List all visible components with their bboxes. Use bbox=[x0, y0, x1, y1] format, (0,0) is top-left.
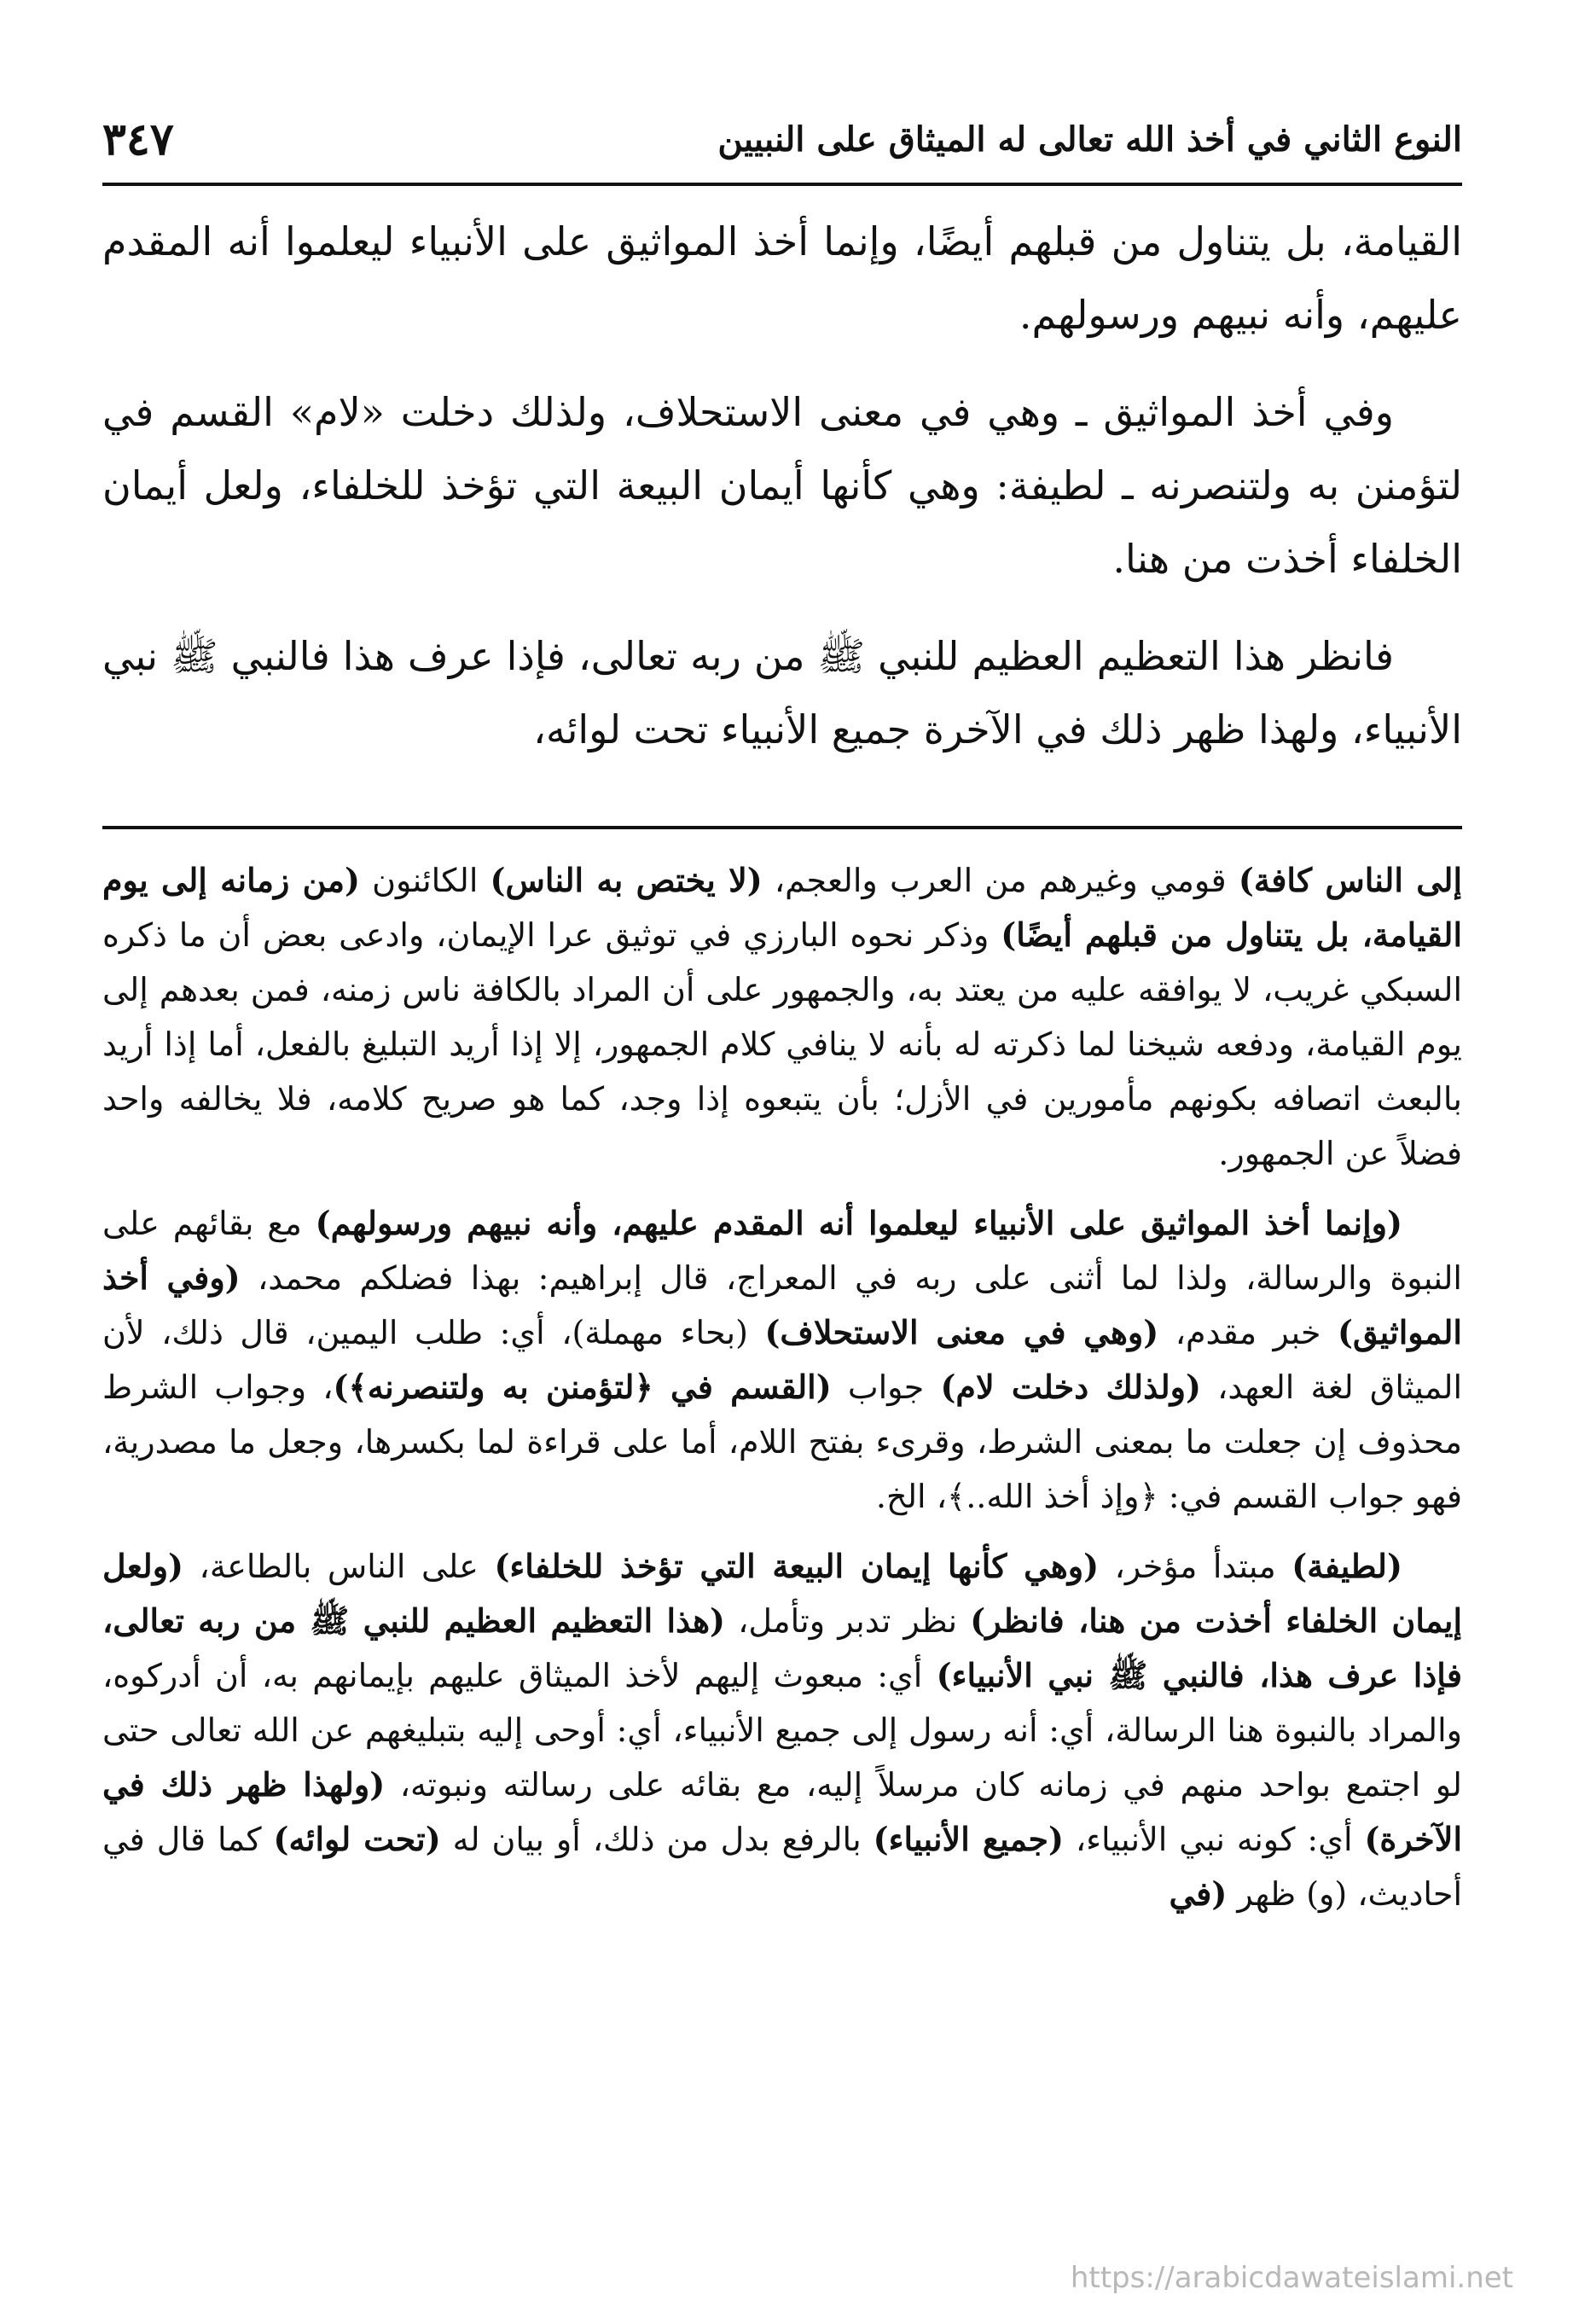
main-paragraph: فانظر هذا التعظيم العظيم للنبي ﷺ من ربه تعالى، فإذا عرف هذا فالنبي ﷺ نبي الأنبياء، ولهذا ظهر ذلك في الآخرة جميع الأنبياء تحت لوائه، bbox=[102, 633, 1462, 752]
commentary-text: مبتدأ مؤخر، bbox=[1099, 1548, 1292, 1585]
quoted-text: (لا يختص به الناس) bbox=[490, 861, 763, 899]
commentary-text: نظر تدبر وتأمل، bbox=[725, 1602, 971, 1640]
commentary-text: أي: كونه نبي الأنبياء، bbox=[1063, 1821, 1365, 1858]
commentary-paragraph bbox=[102, 1539, 1462, 1921]
commentary-text: جواب bbox=[831, 1368, 941, 1406]
quoted-text: (لطيفة) bbox=[1291, 1547, 1402, 1585]
quoted-text: (جميع الأنبياء) bbox=[873, 1820, 1064, 1858]
header-rule bbox=[102, 183, 1462, 186]
quoted-text: (من زمانه إلى يوم القيامة، بل يتناول من قبلهم أيضًا) bbox=[102, 861, 1462, 954]
commentary-text: مع بقائهم على النبوة والرسالة، ولذا لما أثنى على ربه في المعراج، قال إبراهيم: بهذا فضلكم محمد، bbox=[102, 1205, 1462, 1297]
commentary bbox=[102, 853, 1462, 1937]
main-paragraph: القيامة، بل يتناول من قبلهم أيضًا، وإنما أخذ المواثيق على الأنبياء ليعلموا أنه المقدم عليهم، وأنه نبيهم ورسولهم. bbox=[102, 218, 1462, 338]
commentary-text: أي: مبعوث إليهم لأخذ الميثاق عليهم بإيمانهم به، أن أدركوه، والمراد بالنبوة هنا الرسالة، أي: أنه رسول إلى جميع الأنبياء، أي: أوحى إليه بتبليغهم عن الله تعالى حتى لو اجتمع بواحد منهم في زمانه كان مرسلاً إليه، مع بقائه على رسالته ونبوته، bbox=[102, 1657, 1462, 1804]
quoted-text: (ولذلك دخلت لام) bbox=[940, 1368, 1201, 1406]
commentary-text: قومي وغيرهم من العرب والعجم، bbox=[762, 862, 1239, 899]
footnote-separator bbox=[102, 826, 1462, 829]
quoted-text: (ولعل إيمان الخلفاء أخذت من هنا، فانظر) bbox=[102, 1547, 1463, 1640]
quoted-text: (في bbox=[1169, 1874, 1228, 1913]
commentary-paragraph bbox=[102, 1196, 1462, 1524]
commentary-text: على الناس بالطاعة، bbox=[183, 1548, 495, 1585]
commentary-paragraph bbox=[102, 853, 1462, 1181]
main-paragraph: وفي أخذ المواثيق ـ وهي في معنى الاستحلاف، ولذلك دخلت «لام» القسم في لتؤمنن به ولتنصرنه ـ لطيفة: وهي كأنها أيمان البيعة التي تؤخذ للخلفاء، ولعل أيمان الخلفاء أخذت من هنا. bbox=[102, 389, 1462, 582]
commentary-text: الكائنون bbox=[359, 862, 490, 899]
commentary-text: وذكر نحوه البارزي في توثيق عرا الإيمان، وادعى بعض أن ما ذكره السبكي غريب، لا يوافقه عليه من يعتد به، والجمهور على أن المراد بالكافة ناس زمنه، فمن بعدهم إلى يوم القيامة، ودفعه شيخنا لما ذكرته له بأنه لا ينافي كلام الجمهور، إلا إذا أريد التبليغ بالفعل، أما إذا أريد بالبعث اتصافه بكونهم مأمورين في الأزل؛ بأن يتبعوه إذا وجد، كما هو صريح كلامه، فلا يخالفه واحد فضلاً عن الجمهور. bbox=[102, 916, 1462, 1172]
main-text bbox=[102, 205, 1462, 790]
quoted-text: (ولهذا ظهر ذلك في الآخرة) bbox=[102, 1765, 1463, 1858]
quoted-text: إلى الناس كافة) bbox=[1238, 861, 1463, 899]
page-header bbox=[102, 101, 1462, 177]
quoted-text: (هذا التعظيم العظيم للنبي ﷺ من ربه تعالى، فإذا عرف هذا، فالنبي ﷺ نبي الأنبياء) bbox=[102, 1601, 1462, 1694]
commentary-text: ، وجواب الشرط محذوف إن جعلت ما بمعنى الشرط، وقرىء بفتح اللام، أما على قراءة لما بكسرها، وجعل ما مصدرية، فهو جواب القسم في: ﴿وإذ أخذ الله..﴾، الخ. bbox=[102, 1368, 1462, 1515]
commentary-text: كما قال في أحاديث، (و) ظهر bbox=[102, 1821, 1462, 1913]
watermark-url: https://arabicdawateislami.net bbox=[1070, 2261, 1513, 2295]
commentary-text: (بحاء مهملة)، أي: طلب اليمين، قال ذلك، لأن الميثاق لغة العهد، bbox=[102, 1314, 1462, 1406]
running-title: النوع الثاني في أخذ الله تعالى له الميثاق على النبيين bbox=[717, 119, 1462, 160]
quoted-text: (القسم في ﴿لتؤمنن به ولتنصرنه﴾) bbox=[333, 1368, 832, 1406]
commentary-text: خبر مقدم، bbox=[1158, 1314, 1338, 1351]
quoted-text: (وفي أخذ المواثيق) bbox=[102, 1258, 1462, 1351]
quoted-text: (وإنما أخذ المواثيق على الأنبياء ليعلموا أنه المقدم عليهم، وأنه نبيهم ورسولهم) bbox=[315, 1204, 1402, 1242]
quoted-text: (وهي كأنها إيمان البيعة التي تؤخذ للخلفاء) bbox=[494, 1547, 1100, 1585]
commentary-text: بالرفع بدل من ذلك، أو بيان له bbox=[440, 1821, 874, 1858]
quoted-text: (وهي في معنى الاستحلاف) bbox=[764, 1313, 1159, 1351]
quoted-text: (تحت لوائه) bbox=[273, 1820, 441, 1858]
page-number: ٣٤٧ bbox=[102, 113, 174, 166]
